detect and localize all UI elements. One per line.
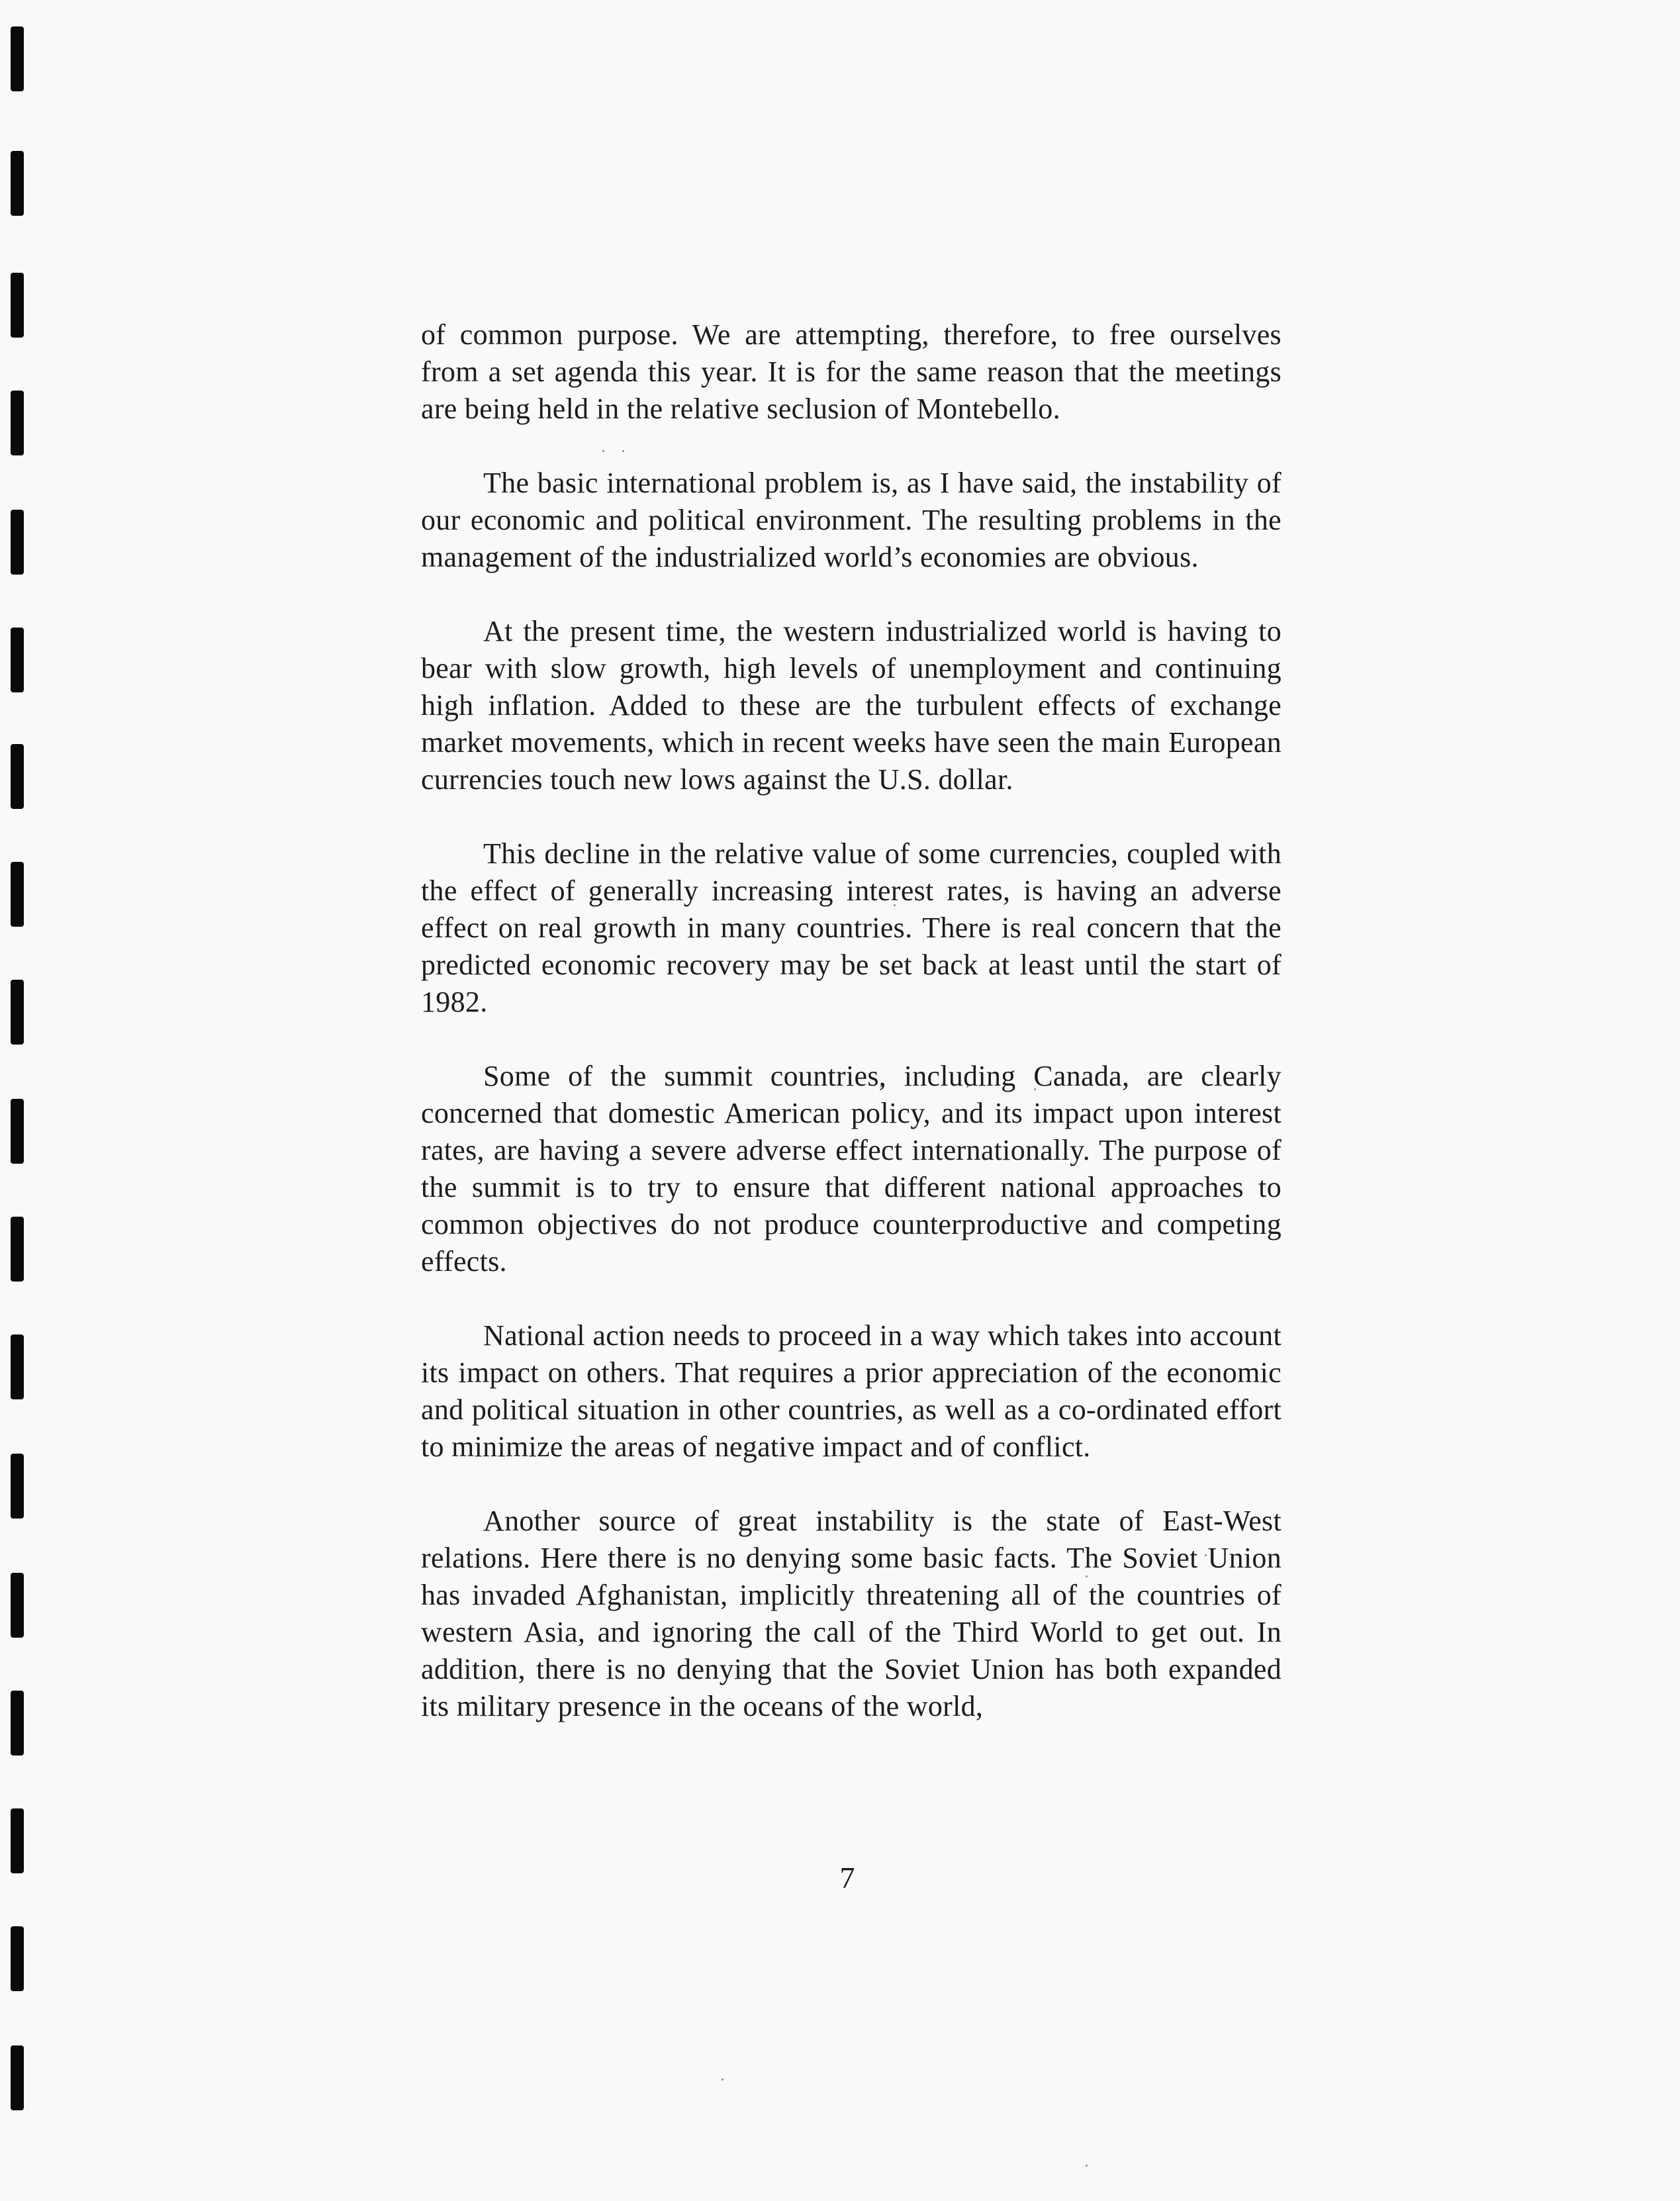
binding-hole xyxy=(11,1808,24,1873)
paragraph-4: This decline in the relative value of some currencies, coupled with the effect of generally increasing interest rates, is having an adverse effect on real growth in many countries. There is real concern that the predicted economic recovery may be set back at least until the start of 1982. xyxy=(421,837,1282,1018)
binding-hole xyxy=(11,1454,24,1519)
binding-hole xyxy=(11,273,24,338)
binding-hole xyxy=(11,510,24,575)
binding-hole xyxy=(11,1691,24,1756)
scan-speck xyxy=(722,2079,723,2081)
binding-hole xyxy=(11,26,24,91)
binding-hole xyxy=(11,862,24,927)
paragraph-2: The basic international problem is, as I have said, the instability of our economic and political environment. The resulting problems in the management of the industrialized world’s economies are obvious. xyxy=(421,467,1282,573)
binding-hole xyxy=(11,980,24,1045)
binding-hole xyxy=(11,1926,24,1991)
page-number: 7 xyxy=(839,1861,855,1895)
binding-hole xyxy=(11,1573,24,1638)
paragraph-3: At the present time, the western industrialized world is having to bear with slow growth, high levels of unemployment and continuing high inflation. Added to these are the turbulent effects of exchange market movements, which in recent weeks have seen the main European currencies touch new lows against the U.S. dollar. xyxy=(421,615,1282,796)
page-body xyxy=(421,316,1282,1725)
paragraph-7: Another source of great instability is the state of East-West relations. Here there is no denying some basic facts. The Soviet Union has invaded Afghanistan, implicitly threatening all of the countries of western Asia, and ignoring the call of the Third World to get out. In addition, there is no denying that the Soviet Union has both expanded its military presence in the oceans of the world, xyxy=(421,1505,1282,1722)
binding-hole xyxy=(11,391,24,455)
binding-holes xyxy=(0,0,40,2201)
scan-speck xyxy=(1086,2165,1088,2167)
paragraph-1: of common purpose. We are attempting, therefore, to free ourselves from a set agenda this year. It is for the same reason that the meetings are being held in the relative seclusion of Montebello. xyxy=(421,318,1282,425)
paragraph-5: Some of the summit countries, including Canada, are clearly concerned that domestic American policy, and its impact upon interest rates, are having a severe adverse effect internationally. The purpose of the summit is to try to ensure that different national approaches to common objectives do not produce counterproductive and competing effects. xyxy=(421,1060,1282,1278)
paragraph-6: National action needs to proceed in a way which takes into account its impact on others. That requires a prior appreciation of the economic and political situation in other countries, as well as a co-ordinated effort to minimize the areas of negative impact and of conflict. xyxy=(421,1319,1282,1463)
binding-hole xyxy=(11,628,24,692)
binding-hole xyxy=(11,1335,24,1399)
binding-hole xyxy=(11,2045,24,2110)
binding-hole xyxy=(11,151,24,216)
binding-hole xyxy=(11,1099,24,1164)
binding-hole xyxy=(11,1217,24,1282)
binding-hole xyxy=(11,744,24,809)
